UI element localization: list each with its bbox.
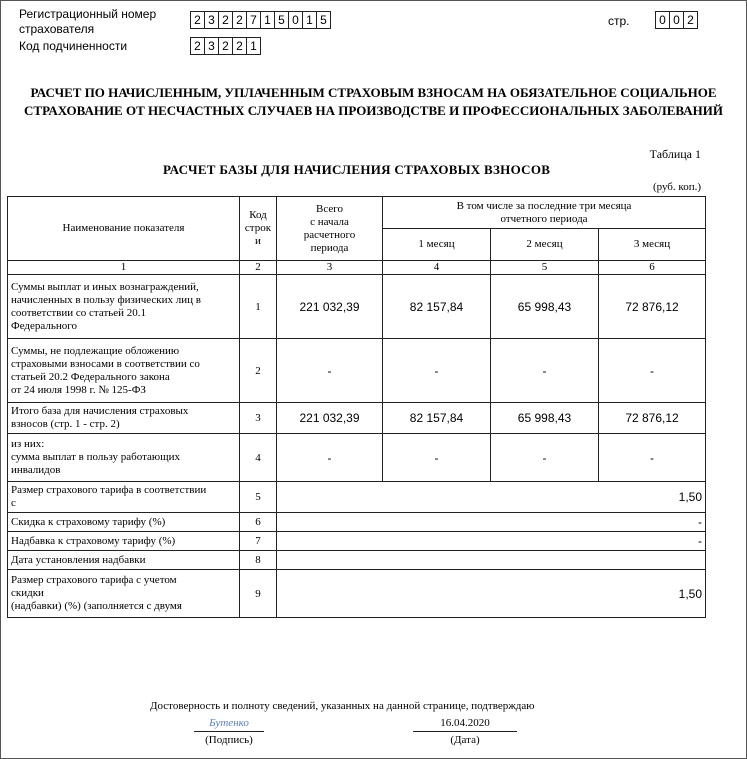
row-month-2: 65 998,43	[491, 275, 599, 339]
column-number: 5	[491, 261, 599, 275]
row-code: 4	[240, 434, 277, 482]
column-number: 4	[383, 261, 491, 275]
row-name-line: Дата установления надбавки	[11, 553, 146, 566]
column-number: 6	[599, 261, 706, 275]
row-value: 1,50	[277, 482, 706, 513]
row-name-line: начисленных в пользу физических лиц в	[11, 293, 201, 306]
signature: Бутенко	[209, 717, 249, 729]
row-total: 221 032,39	[277, 275, 383, 339]
row-name-line: статьей 20.2 Федерального закона	[11, 370, 170, 383]
row-name-line: из них:	[11, 438, 45, 450]
row-value	[277, 551, 706, 570]
reg-number-cells	[190, 11, 331, 29]
date-line	[413, 731, 517, 732]
col-header-code-l3: и	[255, 235, 261, 247]
row-name	[8, 513, 240, 532]
col-header-code-l1: Код	[249, 209, 267, 221]
row-value: -	[277, 513, 706, 532]
reg-number-digit: 5	[274, 11, 289, 29]
subordination-code-label: Код подчиненности	[19, 39, 128, 53]
table-subtitle: РАСЧЕТ БАЗЫ ДЛЯ НАЧИСЛЕНИЯ СТРАХОВЫХ ВЗНОСОВ	[163, 162, 551, 177]
row-month-2: -	[491, 339, 599, 403]
units-label: (руб. коп.)	[652, 181, 701, 193]
row-code: 9	[240, 570, 277, 618]
col-header-total	[277, 197, 383, 261]
page-number-digit: 2	[683, 11, 698, 29]
reg-number-label-line2: страхователя	[19, 22, 95, 36]
document-title	[1, 84, 746, 120]
row-month-2: 65 998,43	[491, 403, 599, 434]
row-code: 6	[240, 513, 277, 532]
row-value: -	[277, 532, 706, 551]
col-header-month-3: 3 месяц	[599, 229, 706, 261]
col-header-month-2: 2 месяц	[491, 229, 599, 261]
subordination-code-digit: 3	[204, 37, 219, 55]
calc-table	[7, 196, 706, 618]
row-month-3: -	[599, 339, 706, 403]
signature-line	[194, 731, 264, 732]
sign-date: 16.04.2020	[440, 717, 490, 729]
reg-number-digit: 2	[190, 11, 205, 29]
reg-number-digit: 2	[232, 11, 247, 29]
col-header-total-l3: расчетного	[303, 228, 356, 241]
table-row	[8, 275, 706, 339]
table-row	[8, 532, 706, 551]
row-name	[8, 339, 240, 403]
row-name-line: от 24 июля 1998 г. № 125-ФЗ	[11, 383, 146, 396]
table-row	[8, 513, 706, 532]
row-total: 221 032,39	[277, 403, 383, 434]
column-number-row	[8, 261, 706, 275]
row-total: -	[277, 434, 383, 482]
signature-caption: (Подпись)	[205, 734, 253, 746]
col-header-last3-l1: В том числе за последние три месяца	[456, 199, 632, 212]
subordination-code-digit: 2	[190, 37, 205, 55]
col-header-total-l2: с начала	[310, 215, 349, 228]
table-row	[8, 339, 706, 403]
row-code: 3	[240, 403, 277, 434]
table-row	[8, 434, 706, 482]
row-code: 2	[240, 339, 277, 403]
subordination-code-cells	[190, 37, 261, 55]
col-header-total-l4: периода	[310, 241, 349, 254]
reg-number-digit: 7	[246, 11, 261, 29]
row-name	[8, 434, 240, 482]
row-code: 8	[240, 551, 277, 570]
col-header-last3-l2: отчетного периода	[500, 212, 588, 225]
row-name-line: Размер страхового тарифа с учетом	[11, 574, 177, 586]
row-name	[8, 532, 240, 551]
row-name-line: инвалидов	[11, 464, 61, 476]
reg-number-digit: 0	[288, 11, 303, 29]
row-name-line: скидки	[11, 587, 44, 599]
column-number: 1	[8, 261, 240, 275]
document-title-line1: РАСЧЕТ ПО НАЧИСЛЕННЫМ, УПЛАЧЕННЫМ СТРАХОВЫМ ВЗНОСАМ НА ОБЯЗАТЕЛЬНОЕ СОЦИАЛЬНОЕ	[30, 85, 717, 100]
row-name-line: сумма выплат в пользу работающих	[11, 451, 180, 463]
row-name-line: взносов (стр. 1 - стр. 2)	[11, 418, 120, 430]
row-name	[8, 275, 240, 339]
row-name	[8, 403, 240, 434]
reg-number-digit: 3	[204, 11, 219, 29]
row-name-line: с	[11, 497, 16, 509]
reg-number-digit: 5	[316, 11, 331, 29]
row-code: 5	[240, 482, 277, 513]
col-header-last-three-months	[383, 197, 706, 229]
row-name-line: Скидка к страховому тарифу (%)	[11, 515, 166, 528]
document-title-line2: СТРАХОВАНИЕ ОТ НЕСЧАСТНЫХ СЛУЧАЕВ НА ПРОИЗВОДСТВЕ И ПРОФЕССИОНАЛЬНЫХ ЗАБОЛЕВАНИЙ	[24, 103, 723, 118]
row-code: 1	[240, 275, 277, 339]
table-row	[8, 551, 706, 570]
subordination-code-digit: 2	[232, 37, 247, 55]
reg-number-label-line1: Регистрационный номер	[19, 7, 157, 21]
page-number-digit: 0	[669, 11, 684, 29]
row-name-line: Итого база для начисления страховых	[11, 405, 189, 417]
row-name-line: Федерального	[11, 319, 78, 332]
page-number-digit: 0	[655, 11, 670, 29]
row-name	[8, 570, 240, 618]
table-row	[8, 403, 706, 434]
col-header-month-1: 1 месяц	[383, 229, 491, 261]
column-number: 2	[240, 261, 277, 275]
row-name	[8, 482, 240, 513]
table-label: Таблица 1	[649, 147, 701, 161]
reg-number-digit: 2	[218, 11, 233, 29]
table-row	[8, 570, 706, 618]
reg-number-digit: 1	[302, 11, 317, 29]
row-name-line: (надбавки) (%) (заполняется с двумя	[11, 600, 182, 612]
row-name-line: Размер страхового тарифа в соответствии	[11, 484, 207, 496]
row-value: 1,50	[277, 570, 706, 618]
table-row	[8, 482, 706, 513]
row-month-1: -	[383, 339, 491, 403]
subordination-code-digit: 2	[218, 37, 233, 55]
row-total: -	[277, 339, 383, 403]
confirmation-text: Достоверность и полноту сведений, указанных на данной странице, подтверждаю	[150, 700, 535, 712]
date-caption: (Дата)	[450, 734, 480, 746]
row-month-1: 82 157,84	[383, 275, 491, 339]
row-name-line: страховыми взносами в соответствии со	[11, 357, 200, 370]
col-header-name: Наименование показателя	[8, 197, 240, 261]
col-header-code	[240, 197, 277, 261]
col-header-code-l2: строк	[244, 222, 272, 234]
row-month-3: -	[599, 434, 706, 482]
row-month-1: -	[383, 434, 491, 482]
row-code: 7	[240, 532, 277, 551]
row-name	[8, 551, 240, 570]
row-month-2: -	[491, 434, 599, 482]
col-header-total-l1: Всего	[316, 202, 343, 215]
row-month-1: 82 157,84	[383, 403, 491, 434]
column-number: 3	[277, 261, 383, 275]
row-name-line: Надбавка к страховому тарифу (%)	[11, 534, 176, 547]
row-name-line: Суммы, не подлежащие обложению	[11, 344, 180, 357]
row-month-3: 72 876,12	[599, 275, 706, 339]
page-number-cells	[655, 11, 698, 29]
row-name-line: соответствии со статьей 20.1	[11, 306, 147, 319]
row-month-3: 72 876,12	[599, 403, 706, 434]
reg-number-digit: 1	[260, 11, 275, 29]
subordination-code-digit: 1	[246, 37, 261, 55]
page-label: стр.	[608, 14, 630, 28]
reg-number-label	[19, 7, 156, 37]
row-name-line: Суммы выплат и иных вознаграждений,	[11, 280, 199, 293]
